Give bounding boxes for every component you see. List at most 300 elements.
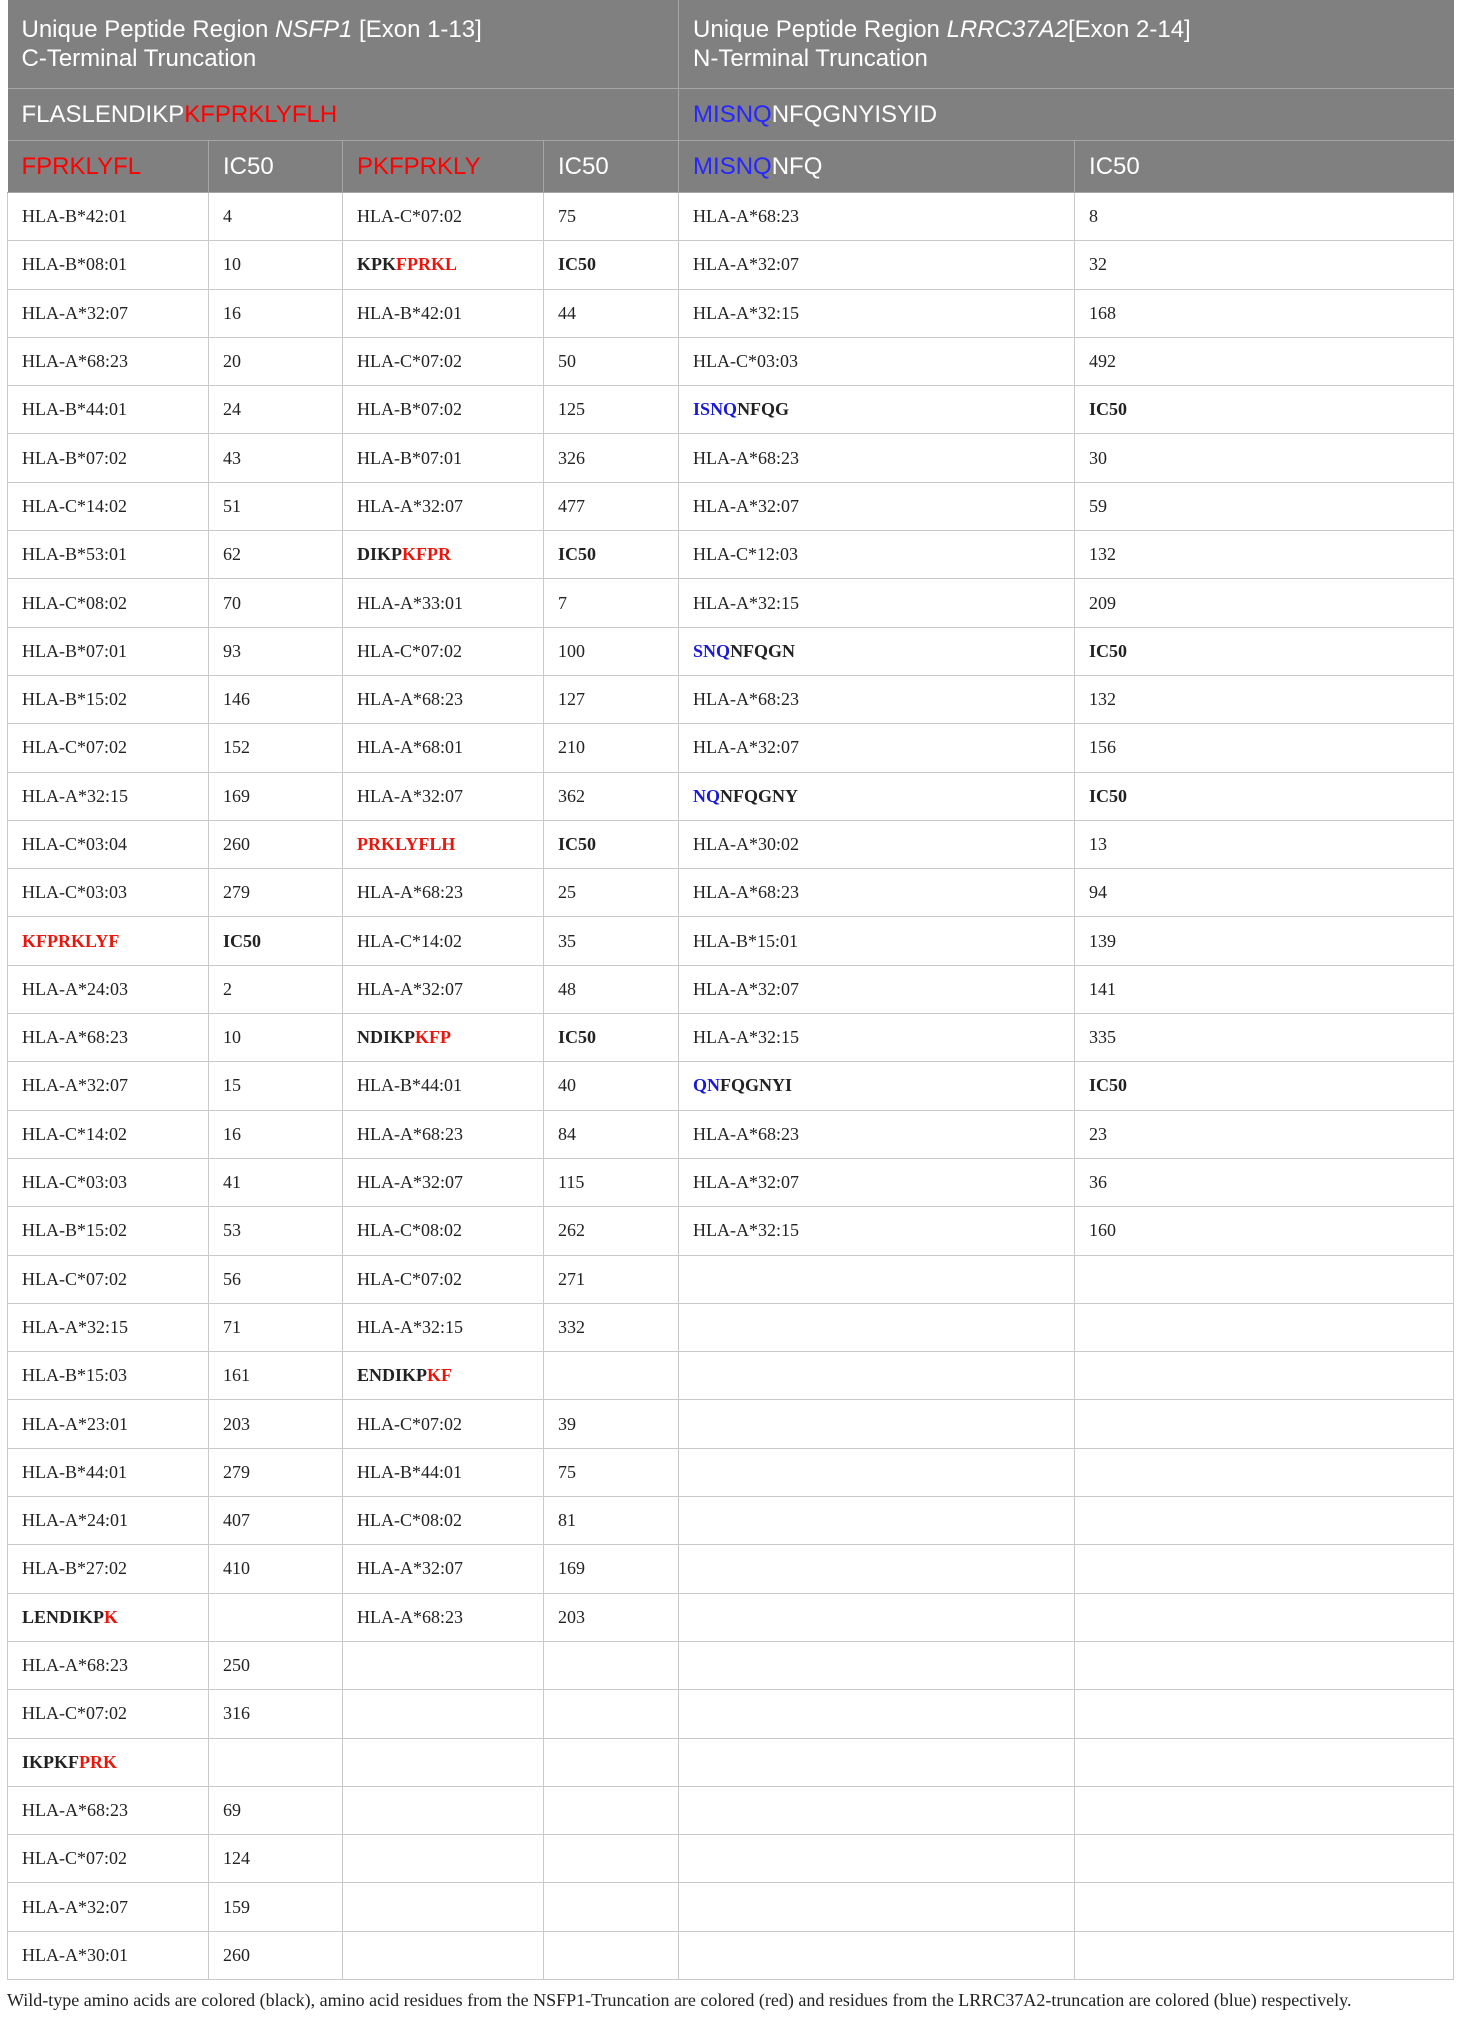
table-cell: IC50 <box>1075 386 1454 434</box>
table-cell <box>343 1931 544 1979</box>
peptide-subheader-cell <box>679 772 1075 820</box>
table-cell: 124 <box>209 1835 343 1883</box>
left-region-sequence: FLASLENDIKPKFPRKLYFLH <box>8 89 679 141</box>
table-cell: 16 <box>209 289 343 337</box>
table-cell: 10 <box>209 241 343 289</box>
table-cell: HLA-C*07:02 <box>8 1690 209 1738</box>
table-cell: 15 <box>209 1062 343 1110</box>
table-cell: IC50 <box>544 531 679 579</box>
table-cell: 62 <box>209 531 343 579</box>
table-cell: 169 <box>544 1545 679 1593</box>
table-cell: HLA-C*03:03 <box>8 869 209 917</box>
table-cell: HLA-A*32:15 <box>679 579 1075 627</box>
table-row <box>8 1883 1454 1931</box>
table-cell: HLA-A*32:07 <box>8 1883 209 1931</box>
table-cell: 335 <box>1075 1014 1454 1062</box>
table-cell: 7 <box>544 579 679 627</box>
table-cell: IC50 <box>1075 772 1454 820</box>
table-cell: IC50 <box>1075 1062 1454 1110</box>
table-cell: 407 <box>209 1497 343 1545</box>
table-cell: 203 <box>544 1593 679 1641</box>
table-cell: HLA-B*53:01 <box>8 531 209 579</box>
right-region-sequence: MISNQNFQGNYISYID <box>679 89 1454 141</box>
table-cell <box>544 1931 679 1979</box>
table-cell: 169 <box>209 772 343 820</box>
peptide-segment: FQGNYI <box>720 1075 793 1096</box>
table-cell <box>679 1641 1075 1689</box>
table-cell: HLA-C*07:02 <box>343 1400 544 1448</box>
table-cell: HLA-A*68:23 <box>679 193 1075 241</box>
left-region-title: Unique Peptide Region NSFP1 [Exon 1-13] C-Terminal Truncation <box>8 0 679 89</box>
table-cell: 69 <box>209 1786 343 1834</box>
table-cell: 410 <box>209 1545 343 1593</box>
table-row <box>8 1641 1454 1689</box>
table-cell: HLA-B*08:01 <box>8 241 209 289</box>
table-cell <box>679 1738 1075 1786</box>
table-cell: 30 <box>1075 434 1454 482</box>
table-cell: 159 <box>209 1883 343 1931</box>
peptide-segment: NQ <box>693 785 721 806</box>
peptide-segment: FPRKL <box>396 254 457 275</box>
table-cell: HLA-A*32:07 <box>679 241 1075 289</box>
table-row <box>8 1158 1454 1206</box>
table-row <box>8 289 1454 337</box>
table-cell: 316 <box>209 1690 343 1738</box>
table-cell: 56 <box>209 1255 343 1303</box>
table-cell: 127 <box>544 675 679 723</box>
table-cell: HLA-C*07:02 <box>343 627 544 675</box>
table-cell: IC50 <box>544 1014 679 1062</box>
table-cell: HLA-C*14:02 <box>8 1110 209 1158</box>
table-cell: 132 <box>1075 531 1454 579</box>
table-cell: HLA-B*27:02 <box>8 1545 209 1593</box>
peptide-segment: KFP <box>415 1027 451 1048</box>
table-cell <box>1075 1931 1454 1979</box>
table-cell <box>544 1835 679 1883</box>
table-row <box>8 724 1454 772</box>
table-row <box>8 820 1454 868</box>
table-cell <box>1075 1835 1454 1883</box>
table-cell: 51 <box>209 482 343 530</box>
peptide-segment: NFQGN <box>730 640 796 661</box>
table-cell: HLA-A*32:07 <box>343 1545 544 1593</box>
table-cell: HLA-A*68:23 <box>343 675 544 723</box>
col-header-ic50-3: IC50 <box>1075 141 1454 193</box>
peptide-subheader-cell <box>679 1062 1075 1110</box>
table-cell: HLA-A*32:15 <box>8 1303 209 1351</box>
table-cell: 94 <box>1075 869 1454 917</box>
table-cell: 332 <box>544 1303 679 1351</box>
table-cell <box>679 1303 1075 1351</box>
table-cell: 43 <box>209 434 343 482</box>
table-cell: HLA-A*32:07 <box>8 1062 209 1110</box>
peptide-subheader-cell <box>343 1014 544 1062</box>
table-cell: 326 <box>544 434 679 482</box>
table-cell: HLA-B*42:01 <box>343 289 544 337</box>
table-cell: HLA-B*15:02 <box>8 1207 209 1255</box>
peptide-subheader-cell <box>8 917 209 965</box>
table-cell: HLA-B*07:02 <box>8 434 209 482</box>
table-cell: HLA-A*68:23 <box>343 1593 544 1641</box>
table-cell: 75 <box>544 1448 679 1496</box>
table-row <box>8 1352 1454 1400</box>
table-row <box>8 1593 1454 1641</box>
table-cell: 4 <box>209 193 343 241</box>
table-cell: 53 <box>209 1207 343 1255</box>
peptide-segment: PRKLYFLH <box>357 834 456 854</box>
table-footnote: Wild-type amino acids are colored (black), amino acid residues from the NSFP1-Truncation are colored (red) and residues from the LRRC37A2-truncation are colored (blue) respectively. <box>7 1990 1352 2010</box>
table-cell: HLA-A*32:07 <box>679 965 1075 1013</box>
right-gene-name: LRRC37A2 <box>946 16 1068 43</box>
peptide-segment: ISNQ <box>693 399 738 420</box>
peptide-segment: KF <box>427 1365 453 1386</box>
table-cell: 13 <box>1075 820 1454 868</box>
table-cell <box>679 1786 1075 1834</box>
table-cell: 70 <box>209 579 343 627</box>
table-cell: HLA-C*08:02 <box>343 1207 544 1255</box>
table-cell: 40 <box>544 1062 679 1110</box>
table-cell: HLA-A*32:07 <box>679 1158 1075 1206</box>
table-cell <box>1075 1352 1454 1400</box>
peptide-subheader-cell <box>343 241 544 289</box>
table-cell: 36 <box>1075 1158 1454 1206</box>
peptide-segment: DIKP <box>357 544 402 565</box>
table-row <box>8 1497 1454 1545</box>
table-cell: 100 <box>544 627 679 675</box>
table-cell: 75 <box>544 193 679 241</box>
table-row <box>8 965 1454 1013</box>
table-cell <box>1075 1786 1454 1834</box>
table-cell: 492 <box>1075 337 1454 385</box>
table-row <box>8 1690 1454 1738</box>
table-cell: HLA-A*32:07 <box>679 482 1075 530</box>
table-cell: 160 <box>1075 1207 1454 1255</box>
table-cell: HLA-A*30:02 <box>679 820 1075 868</box>
table-cell <box>679 1883 1075 1931</box>
table-cell: 209 <box>1075 579 1454 627</box>
table-cell: HLA-B*44:01 <box>343 1448 544 1496</box>
table-cell: 59 <box>1075 482 1454 530</box>
table-cell <box>1075 1497 1454 1545</box>
peptide-subheader-cell <box>8 1593 209 1641</box>
table-row <box>8 772 1454 820</box>
table-row <box>8 193 1454 241</box>
peptide-segment: NFQG <box>737 399 790 420</box>
table-cell: 156 <box>1075 724 1454 772</box>
table-cell: HLA-A*68:23 <box>679 1110 1075 1158</box>
table-cell <box>544 1690 679 1738</box>
table-cell <box>679 1545 1075 1593</box>
left-gene-name: NSFP1 <box>275 16 353 43</box>
table-cell: 24 <box>209 386 343 434</box>
table-cell: HLA-C*07:02 <box>8 1835 209 1883</box>
table-cell: HLA-A*32:15 <box>8 772 209 820</box>
col-header-misnqnfq: MISNQNFQ <box>679 141 1075 193</box>
table-cell: HLA-C*12:03 <box>679 531 1075 579</box>
peptide-segment: IKPKF <box>22 1751 79 1772</box>
table-cell: 146 <box>209 675 343 723</box>
peptide-subheader-cell <box>343 1352 544 1400</box>
table-row <box>8 1207 1454 1255</box>
table-cell: HLA-C*08:02 <box>8 579 209 627</box>
table-row <box>8 1545 1454 1593</box>
peptide-segment: KPK <box>357 254 396 275</box>
table-row <box>8 675 1454 723</box>
table-cell: HLA-A*68:23 <box>8 1014 209 1062</box>
table-row <box>8 1400 1454 1448</box>
col-header-pkfprkly: PKFPRKLY <box>343 141 544 193</box>
table-cell: HLA-A*32:07 <box>343 1158 544 1206</box>
table-cell <box>679 1255 1075 1303</box>
table-cell: 50 <box>544 337 679 385</box>
table-row <box>8 1835 1454 1883</box>
table-cell: HLA-A*32:15 <box>679 1014 1075 1062</box>
table-cell <box>1075 1690 1454 1738</box>
table-row <box>8 1110 1454 1158</box>
table-cell: HLA-B*44:01 <box>8 386 209 434</box>
table-cell: 2 <box>209 965 343 1013</box>
table-cell: HLA-C*07:02 <box>343 193 544 241</box>
header-sequence-row <box>8 89 1454 141</box>
peptide-segment: QN <box>693 1075 721 1096</box>
table-cell <box>679 1931 1075 1979</box>
table-cell: HLA-A*32:07 <box>679 724 1075 772</box>
table-cell: 25 <box>544 869 679 917</box>
table-row <box>8 1062 1454 1110</box>
col-header-fprklyfl: FPRKLYFL <box>8 141 209 193</box>
table-cell: 477 <box>544 482 679 530</box>
col-header-ic50-2: IC50 <box>544 141 679 193</box>
table-cell: 141 <box>1075 965 1454 1013</box>
table-cell <box>679 1497 1075 1545</box>
table-cell: 132 <box>1075 675 1454 723</box>
table-cell: 39 <box>544 1400 679 1448</box>
table-cell <box>679 1835 1075 1883</box>
peptide-segment: LENDIKP <box>22 1606 105 1627</box>
table-cell: HLA-B*07:01 <box>343 434 544 482</box>
table-cell <box>343 1883 544 1931</box>
table-cell <box>1075 1883 1454 1931</box>
table-row <box>8 917 1454 965</box>
table-cell: 44 <box>544 289 679 337</box>
table-row <box>8 1931 1454 1979</box>
table-cell <box>544 1786 679 1834</box>
peptide-segment: PRK <box>79 1751 117 1772</box>
table-cell: HLA-A*32:07 <box>343 482 544 530</box>
table-cell: 362 <box>544 772 679 820</box>
table-cell: HLA-A*23:01 <box>8 1400 209 1448</box>
peptide-ic50-table <box>7 0 1454 1980</box>
table-cell <box>343 1690 544 1738</box>
table-row <box>8 241 1454 289</box>
table-row <box>8 579 1454 627</box>
table-cell: 16 <box>209 1110 343 1158</box>
peptide-subheader-cell <box>8 1738 209 1786</box>
table-cell: HLA-B*07:01 <box>8 627 209 675</box>
table-row <box>8 337 1454 385</box>
table-cell: 41 <box>209 1158 343 1206</box>
table-cell: 271 <box>544 1255 679 1303</box>
table-cell <box>343 1641 544 1689</box>
peptide-segment: KFPR <box>402 544 451 565</box>
table-cell <box>209 1738 343 1786</box>
table-cell: HLA-A*32:07 <box>8 289 209 337</box>
table-cell: HLA-A*24:01 <box>8 1497 209 1545</box>
table-cell: 152 <box>209 724 343 772</box>
table-cell: HLA-C*03:04 <box>8 820 209 868</box>
table-row <box>8 531 1454 579</box>
table-cell: HLA-A*32:07 <box>343 965 544 1013</box>
peptide-subheader-cell <box>679 627 1075 675</box>
table-cell: HLA-C*07:02 <box>343 1255 544 1303</box>
table-cell: HLA-A*32:15 <box>343 1303 544 1351</box>
table-cell: HLA-A*68:23 <box>679 869 1075 917</box>
peptide-subheader-cell <box>343 820 544 868</box>
table-cell: HLA-A*68:23 <box>679 675 1075 723</box>
table-cell <box>1075 1448 1454 1496</box>
table-row <box>8 386 1454 434</box>
right-region-subtitle: N-Terminal Truncation <box>693 45 928 72</box>
table-cell: 250 <box>209 1641 343 1689</box>
table-cell: 48 <box>544 965 679 1013</box>
table-row <box>8 1255 1454 1303</box>
table-cell: HLA-A*24:03 <box>8 965 209 1013</box>
table-cell: HLA-B*44:01 <box>343 1062 544 1110</box>
table-cell <box>1075 1738 1454 1786</box>
table-cell <box>343 1738 544 1786</box>
peptide-segment: NFQGNY <box>720 785 799 806</box>
table-cell: 23 <box>1075 1110 1454 1158</box>
col-header-ic50-1: IC50 <box>209 141 343 193</box>
table-cell <box>544 1641 679 1689</box>
table-row <box>8 869 1454 917</box>
table-cell: HLA-A*68:23 <box>343 1110 544 1158</box>
table-cell: 168 <box>1075 289 1454 337</box>
table-cell <box>343 1786 544 1834</box>
table-cell <box>544 1352 679 1400</box>
table-cell: HLA-A*32:07 <box>343 772 544 820</box>
table-cell: 20 <box>209 337 343 385</box>
table-cell: 115 <box>544 1158 679 1206</box>
table-cell: IC50 <box>1075 627 1454 675</box>
table-cell: HLA-C*14:02 <box>343 917 544 965</box>
table-cell: HLA-A*33:01 <box>343 579 544 627</box>
peptide-segment: K <box>104 1606 119 1627</box>
table-cell: 81 <box>544 1497 679 1545</box>
table-cell: HLA-B*07:02 <box>343 386 544 434</box>
peptide-segment: ENDIKP <box>357 1365 428 1386</box>
peptide-segment: SNQ <box>693 640 731 661</box>
table-cell <box>343 1835 544 1883</box>
table-cell: 93 <box>209 627 343 675</box>
table-cell: HLA-A*68:23 <box>343 869 544 917</box>
table-cell: 125 <box>544 386 679 434</box>
table-cell <box>209 1593 343 1641</box>
table-cell: 210 <box>544 724 679 772</box>
table-cell: 279 <box>209 1448 343 1496</box>
table-row <box>8 1738 1454 1786</box>
table-cell <box>679 1352 1075 1400</box>
peptide-segment: KFPRKLYF <box>22 930 120 951</box>
table-cell: HLA-C*03:03 <box>8 1158 209 1206</box>
table-cell: IC50 <box>209 917 343 965</box>
table-cell <box>1075 1545 1454 1593</box>
peptide-segment: NDIKP <box>357 1027 415 1048</box>
table-cell <box>1075 1593 1454 1641</box>
table-cell: HLA-C*07:02 <box>8 724 209 772</box>
table-cell <box>679 1593 1075 1641</box>
table-cell: 279 <box>209 869 343 917</box>
peptide-subheader-cell <box>343 531 544 579</box>
table-cell <box>1075 1641 1454 1689</box>
table-cell: 161 <box>209 1352 343 1400</box>
right-region-title: Unique Peptide Region LRRC37A2[Exon 2-14] N-Terminal Truncation <box>679 0 1454 89</box>
table-cell: HLA-A*30:01 <box>8 1931 209 1979</box>
table-cell: HLA-A*68:23 <box>8 1641 209 1689</box>
table-cell: HLA-C*08:02 <box>343 1497 544 1545</box>
table-cell: 10 <box>209 1014 343 1062</box>
table-row <box>8 1303 1454 1351</box>
table-cell: HLA-B*42:01 <box>8 193 209 241</box>
table-cell: 32 <box>1075 241 1454 289</box>
table-cell: 84 <box>544 1110 679 1158</box>
table-cell: 71 <box>209 1303 343 1351</box>
table-cell: HLA-A*68:23 <box>8 337 209 385</box>
table-cell: 139 <box>1075 917 1454 965</box>
table-cell: HLA-A*68:23 <box>8 1786 209 1834</box>
table-cell <box>679 1448 1075 1496</box>
table-cell: HLA-A*68:23 <box>679 434 1075 482</box>
table-cell: HLA-C*07:02 <box>8 1255 209 1303</box>
table-cell <box>544 1883 679 1931</box>
peptide-table-container <box>7 0 1453 1980</box>
header-column-row <box>8 141 1454 193</box>
table-cell: IC50 <box>544 820 679 868</box>
table-cell: HLA-B*15:01 <box>679 917 1075 965</box>
table-cell: HLA-A*32:15 <box>679 289 1075 337</box>
peptide-subheader-cell <box>679 386 1075 434</box>
table-cell: 8 <box>1075 193 1454 241</box>
table-cell: HLA-A*32:15 <box>679 1207 1075 1255</box>
table-cell: HLA-B*15:03 <box>8 1352 209 1400</box>
table-cell <box>544 1738 679 1786</box>
table-cell: IC50 <box>544 241 679 289</box>
table-row <box>8 1786 1454 1834</box>
table-cell: HLA-C*07:02 <box>343 337 544 385</box>
table-cell: 260 <box>209 1931 343 1979</box>
table-cell: HLA-B*44:01 <box>8 1448 209 1496</box>
table-cell <box>679 1690 1075 1738</box>
table-row <box>8 627 1454 675</box>
table-cell: HLA-C*14:02 <box>8 482 209 530</box>
table-row <box>8 1448 1454 1496</box>
table-row <box>8 1014 1454 1062</box>
table-row <box>8 434 1454 482</box>
table-body <box>8 193 1454 1980</box>
table-cell: 203 <box>209 1400 343 1448</box>
table-cell: HLA-A*68:01 <box>343 724 544 772</box>
table-cell: HLA-C*03:03 <box>679 337 1075 385</box>
table-cell <box>1075 1303 1454 1351</box>
table-cell: HLA-B*15:02 <box>8 675 209 723</box>
table-cell: 262 <box>544 1207 679 1255</box>
table-cell <box>1075 1255 1454 1303</box>
header-title-row <box>8 0 1454 89</box>
left-region-subtitle: C-Terminal Truncation <box>21 45 257 72</box>
table-cell <box>679 1400 1075 1448</box>
table-cell: 35 <box>544 917 679 965</box>
table-row <box>8 482 1454 530</box>
